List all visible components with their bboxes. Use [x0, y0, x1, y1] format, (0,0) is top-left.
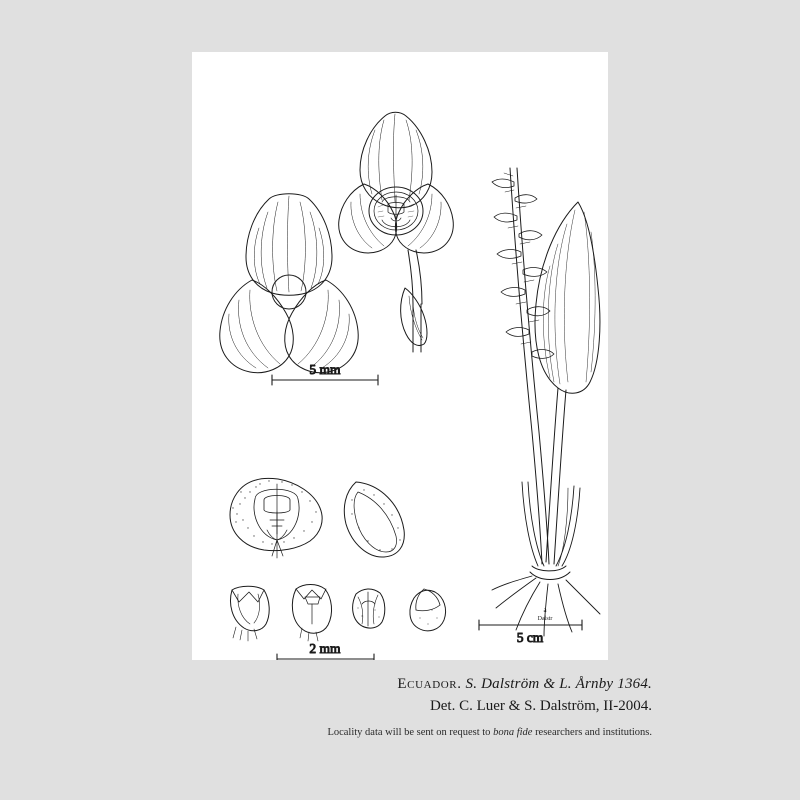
svg-text:Dalstr: Dalstr: [537, 616, 553, 622]
flower-front-view: [220, 194, 358, 373]
scale-label-5cm: 5 cm: [516, 630, 544, 645]
locality-note-pre: Locality data will be sent on request to: [327, 727, 494, 738]
caption-country: Ecuador.: [397, 676, 462, 692]
scale-label-5mm: 5 mm: [309, 362, 341, 377]
lip-and-column-front: [230, 478, 322, 558]
scale-bar-2mm: [277, 641, 374, 660]
caption-collection-line: [192, 676, 652, 693]
specimen-caption: [192, 676, 652, 738]
flower-oblique-view: [339, 112, 454, 352]
svg-text:a: a: [543, 606, 547, 614]
scale-label-2mm: 2 mm: [309, 641, 341, 656]
locality-note-italic: bona fide: [493, 727, 533, 738]
caption-locality-note: [192, 727, 652, 738]
caption-determination: Det. C. Luer & S. Dalström, II-2004.: [429, 698, 652, 714]
floral-segments-row: [231, 585, 446, 642]
caption-collectors: S. Dalström & L. Årnby 1364.: [465, 676, 652, 692]
line-drawing-svg: [192, 52, 608, 660]
specimen-plate: [192, 52, 608, 660]
petal-lateral: [344, 482, 404, 557]
locality-note-post: researchers and institutions.: [532, 727, 652, 738]
scale-bar-5cm: [479, 620, 582, 645]
plant-habit: [492, 168, 600, 636]
scale-bar-5mm: [272, 362, 378, 385]
